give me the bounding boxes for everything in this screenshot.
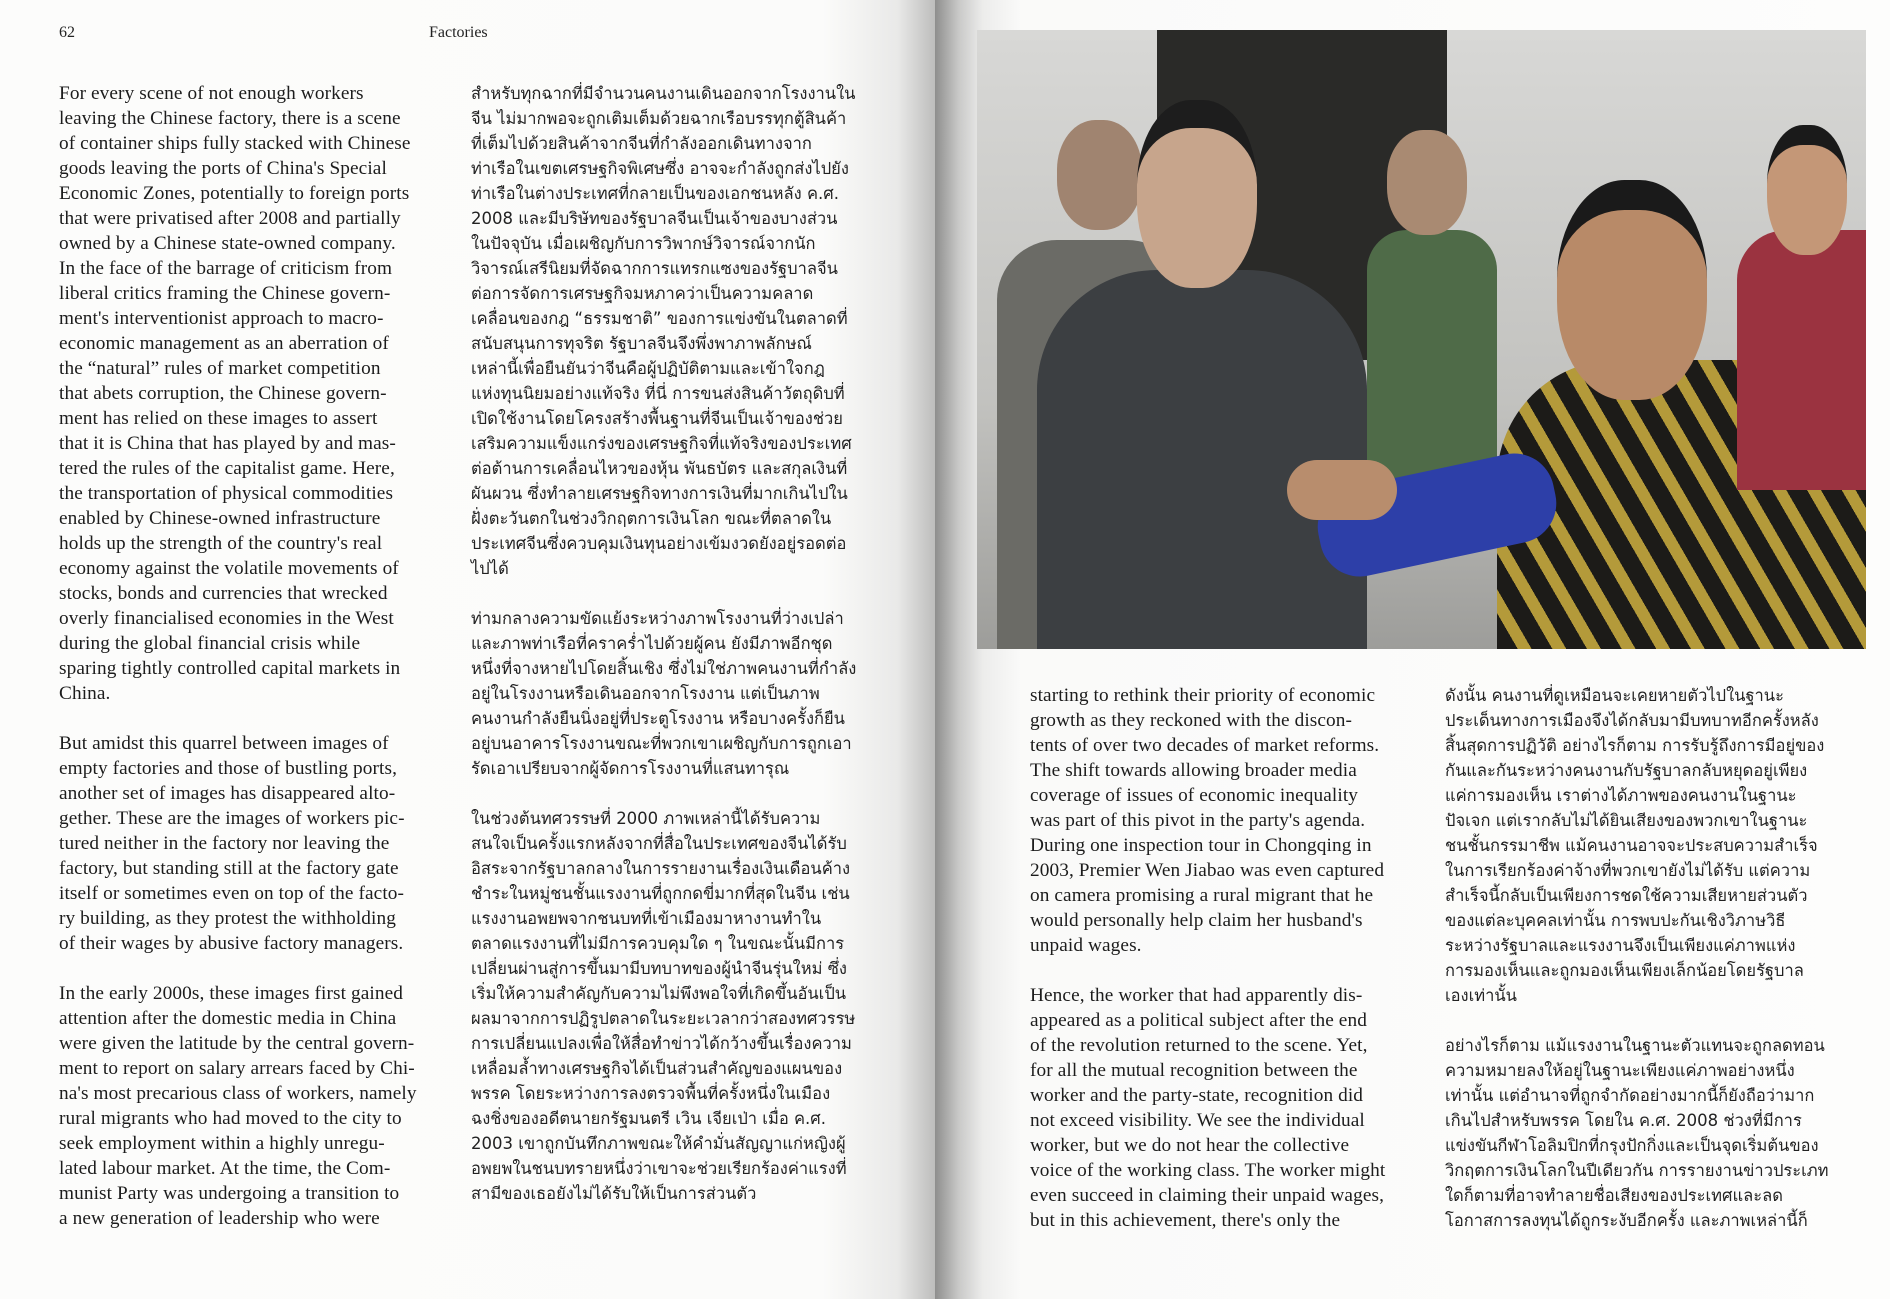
premier-head xyxy=(1137,100,1257,288)
text-line: appeared as a political subject after the end xyxy=(1030,1010,1367,1031)
text-line: ment's interventionist approach to macro- xyxy=(59,308,384,329)
text-line: ประเทศจีนซึ่งควบคุมเงินทุนอย่างเข้มงวดยังอยู่รอดต่อ xyxy=(471,534,847,553)
text-line: the “natural” rules of market competition xyxy=(59,358,381,379)
text-line: ในปัจจุบัน เมื่อเผชิญกับการวิพากษ์วิจารณ์จากนัก xyxy=(471,234,816,253)
thai-column-right xyxy=(1445,683,1829,1233)
paragraph xyxy=(59,981,417,1231)
text-line: China. xyxy=(59,683,111,704)
text-line: เริ่มให้ความสำคัญกับความไม่พึงพอใจที่เกิดขึ้นอันเป็น xyxy=(471,984,847,1003)
text-line: gether. These are the images of workers pic- xyxy=(59,808,405,829)
text-line: 2003, Premier Wen Jiabao was even captured xyxy=(1030,860,1385,881)
text-line: stocks, bonds and currencies that wrecked xyxy=(59,583,388,604)
text-line: วิจารณ์เสรีนิยมที่จัดฉากการแทรกแซงของรัฐบาลจีน xyxy=(471,259,838,278)
paragraph xyxy=(471,606,856,781)
text-line: na's most precarious class of workers, namely xyxy=(59,1083,417,1104)
paragraph xyxy=(1445,683,1829,1008)
text-line: สำเร็จนี้กลับเป็นเพียงการชดใช้ความเสียหายส่วนตัว xyxy=(1445,886,1808,905)
text-line: factory, but standing still at the factory gate xyxy=(59,858,399,879)
woman-red-body xyxy=(1737,230,1866,490)
text-line: worker, but we do not hear the collective xyxy=(1030,1135,1350,1156)
text-line: ผลมาจากการปฏิรูปตลาดในระยะเวลากว่าสองทศวรรษ xyxy=(471,1009,856,1028)
text-line: ท่าเรือในต่างประเทศที่กลายเป็นของเอกชนหลัง ค.ศ. xyxy=(471,184,839,203)
text-line: But amidst this quarrel between images of xyxy=(59,733,389,754)
text-line: ในการเรียกร้องค่าจ้างที่พวกเขายังไม่ได้รับ แต่ความ xyxy=(1445,861,1811,880)
text-line: ดังนั้น คนงานที่ดูเหมือนจะเคยหายตัวไปในฐานะ xyxy=(1445,686,1784,705)
text-line: The shift towards allowing broader media xyxy=(1030,760,1357,781)
text-line: leaving the Chinese factory, there is a scene xyxy=(59,108,401,129)
text-line: ผันผวน ซึ่งทำลายเศรษฐกิจทางการเงินที่มากเกินไปใน xyxy=(471,484,848,503)
text-line: In the face of the barrage of criticism from xyxy=(59,258,393,279)
text-line: ฝั่งตะวันตกในช่วงวิกฤตการเงินโลก ขณะที่ตลาดใน xyxy=(471,509,832,528)
text-line: ต่อการจัดการเศรษฐกิจมหภาคว่าเป็นความคลาด xyxy=(471,284,814,303)
woman-red-head xyxy=(1767,125,1847,255)
text-line: ที่เต็มไปด้วยสินค้าจากจีนที่กำลังออกเดินทางจาก xyxy=(471,134,812,153)
text-line: เปลี่ยนผ่านสู่การขึ้นมามีบทบาทของผู้นำจีนรุ่นใหม่ ซึ่ง xyxy=(471,959,847,978)
text-line: เสริมความแข็งแกร่งของเศรษฐกิจที่แท้จริงของประเทศ xyxy=(471,434,852,453)
text-line: แค่การมองเห็น เราต่างได้ภาพของคนงานในฐานะ xyxy=(1445,786,1797,805)
paragraph xyxy=(59,731,417,956)
text-line: ความหมายลงให้อยู่ในฐานะเพียงแค่ภาพอย่างหนึ่ง xyxy=(1445,1061,1795,1080)
text-line: voice of the working class. The worker might xyxy=(1030,1160,1386,1181)
text-line: วิกฤตการเงินโลกในปีเดียวกัน การรายงานข่าวประเภท xyxy=(1445,1161,1829,1180)
paragraph-gap xyxy=(59,956,417,981)
text-line: would personally help claim her husband's xyxy=(1030,910,1363,931)
text-line: that abets corruption, the Chinese govern- xyxy=(59,383,387,404)
text-line: overly financialised economies in the West xyxy=(59,608,394,629)
text-line: อพยพในชนบทรายหนึ่งว่าเขาจะช่วยเรียกร้องค่าแรงที่ xyxy=(471,1159,847,1178)
text-line: แข่งขันกีฬาโอลิมปิกที่กรุงปักกิ่งและเป็นจุดเริ่มต้นของ xyxy=(1445,1136,1819,1155)
text-line: lated labour market. At the time, the Com- xyxy=(59,1158,391,1179)
text-line: of container ships fully stacked with Chinese xyxy=(59,133,411,154)
text-line: และภาพท่าเรือที่คราคร่ำไปด้วยผู้คน ยังมีภาพอีกชุด xyxy=(471,634,833,653)
text-line: อิสระจากรัฐบาลกลางในการรายงานเรื่องเงินเดือนค้าง xyxy=(471,859,851,878)
text-line: เท่านั้น แต่อำนาจที่ถูกจำกัดอย่างมากนี้ก็ยังถือว่ามาก xyxy=(1445,1086,1815,1105)
text-line: growth as they reckoned with the discon- xyxy=(1030,710,1353,731)
text-line: on camera promising a rural migrant that he xyxy=(1030,885,1374,906)
text-line: In the early 2000s, these images first gained xyxy=(59,983,403,1004)
text-line: tents of over two decades of market reforms. xyxy=(1030,735,1380,756)
text-line: owned by a Chinese state-owned company. xyxy=(59,233,396,254)
text-line: พรรค โดยระหว่างการลงตรวจพื้นที่ครั้งหนึ่งในเมือง xyxy=(471,1084,831,1103)
text-line: แรงงานอพยพจากชนบทที่เข้าเมืองมาหางานทำใน xyxy=(471,909,822,928)
text-line: อยู่บนอาคารโรงงานขณะที่พวกเขาเผชิญกับการถูกเอา xyxy=(471,734,852,753)
text-line: attention after the domestic media in China xyxy=(59,1008,397,1029)
paragraph-gap xyxy=(471,781,856,806)
text-line: คนงานกำลังยืนนิ่งอยู่ที่ประตูโรงงาน หรือบางครั้งก็ยืน xyxy=(471,709,845,728)
text-line: ระหว่างรัฐบาลและแรงงานจึงเป็นเพียงแค่ภาพแห่ง xyxy=(1445,936,1796,955)
text-line: ไปได้ xyxy=(471,559,509,578)
text-line: tered the rules of the capitalist game. Here, xyxy=(59,458,395,479)
text-line: Economic Zones, potentially to foreign ports xyxy=(59,183,410,204)
text-line: เองเท่านั้น xyxy=(1445,986,1517,1005)
text-line: coverage of issues of economic inequality xyxy=(1030,785,1359,806)
text-line: were given the latitude by the central govern- xyxy=(59,1033,415,1054)
text-line: สามีของเธอยังไม่ได้รับให้เป็นการส่วนตัว xyxy=(471,1184,757,1203)
text-line: ปัจเจก แต่เรากลับไม่ได้ยินเสียงของพวกเขาในฐานะ xyxy=(1445,811,1808,830)
text-line: For every scene of not enough workers xyxy=(59,83,364,104)
text-line: the transportation of physical commodities xyxy=(59,483,394,504)
text-line: ท่าเรือในเขตเศรษฐกิจพิเศษซึ่ง อาจจะกำลังถูกส่งไปยัง xyxy=(471,159,849,178)
text-line: enabled by Chinese-owned infrastructure xyxy=(59,508,381,529)
text-line: เหล่านี้เพื่อยืนยันว่าจีนคือผู้ปฏิบัติตามและเข้าใจกฎ xyxy=(471,359,825,378)
text-line: starting to rethink their priority of economic xyxy=(1030,685,1376,706)
text-line: เกินไปสำหรับพรรค โดยใน ค.ศ. 2008 ช่วงที่มีการ xyxy=(1445,1111,1802,1130)
text-line: ในช่วงต้นทศวรรษที่ 2000 ภาพเหล่านี้ได้รับความ xyxy=(471,809,821,828)
text-line: 2008 และมีบริษัทของรัฐบาลจีนเป็นเจ้าของบางส่วน xyxy=(471,209,838,228)
text-line: for all the mutual recognition between the xyxy=(1030,1060,1358,1081)
news-photo xyxy=(977,30,1866,649)
paragraph xyxy=(471,81,856,581)
text-line: goods leaving the ports of China's Special xyxy=(59,158,387,179)
text-line: สนับสนุนการทุจริต รัฐบาลจีนจึงพึ่งพาภาพลักษณ์ xyxy=(471,334,812,353)
text-line: เหลื่อมล้ำทางเศรษฐกิจได้เป็นส่วนสำคัญของแผนของ xyxy=(471,1059,843,1078)
text-line: ชนชั้นกรรมาชีพ แม้คนงานอาจจะประสบความสำเร็จ xyxy=(1445,836,1818,855)
paragraph xyxy=(471,806,856,1206)
text-line: การมองเห็นและถูกมองเห็นเพียงเล็กน้อยโดยรัฐบาล xyxy=(1445,961,1804,980)
text-line: Hence, the worker that had apparently dis- xyxy=(1030,985,1363,1006)
text-line: การเปลี่ยนแปลงเพื่อให้สื่อทำข่าวได้กว้างขึ้นเรื่องความ xyxy=(471,1034,852,1053)
text-line: ท่ามกลางความขัดแย้งระหว่างภาพโรงงานที่ว่างเปล่า xyxy=(471,609,844,628)
paragraph xyxy=(1030,983,1385,1233)
text-line: holds up the strength of the country's real xyxy=(59,533,383,554)
text-line: seek employment within a highly unregu- xyxy=(59,1133,385,1154)
text-line: itself or sometimes even on top of the facto- xyxy=(59,883,405,904)
text-line: จีน ไม่มากพอจะถูกเติมเต็มด้วยฉากเรือบรรทุกตู้สินค้า xyxy=(471,109,847,128)
man-green-head xyxy=(1387,130,1467,235)
text-line: another set of images has disappeared alto- xyxy=(59,783,396,804)
text-line: a new generation of leadership who were xyxy=(59,1208,380,1229)
text-line: อย่างไรก็ตาม แม้แรงงานในฐานะตัวแทนจะถูกลดทอน xyxy=(1445,1036,1825,1055)
text-line: ฉงชิ่งของอดีตนายกรัฐมนตรี เวิน เจียเป่า เมื่อ ค.ศ. xyxy=(471,1109,826,1128)
paragraph-gap xyxy=(471,581,856,606)
text-line: munist Party was undergoing a transition to xyxy=(59,1183,400,1204)
text-line: not exceed visibility. We see the individual xyxy=(1030,1110,1365,1131)
paragraph xyxy=(1445,1033,1829,1233)
english-column-right xyxy=(1030,683,1385,1233)
paragraph-gap xyxy=(1445,1008,1829,1033)
paragraph-gap xyxy=(59,706,417,731)
page-number: 62 xyxy=(59,24,75,41)
english-column-left xyxy=(59,81,417,1231)
text-line: of their wages by abusive factory managers. xyxy=(59,933,404,954)
text-line: สนใจเป็นครั้งแรกหลังจากที่สื่อในประเทศของจีนได้รับ xyxy=(471,834,847,853)
text-line: tured neither in the factory nor leaving the xyxy=(59,833,390,854)
text-line: ชำระในหมู่ชนชั้นแรงงานที่ถูกกดขี่มากที่สุดในจีน เช่น xyxy=(471,884,850,903)
text-line: ry building, as they protest the withholding xyxy=(59,908,396,929)
text-line: that were privatised after 2008 and partially xyxy=(59,208,401,229)
text-line: During one inspection tour in Chongqing in xyxy=(1030,835,1372,856)
text-line: อยู่ในโรงงานหรือเดินออกจากโรงงาน แต่เป็นภาพ xyxy=(471,684,820,703)
text-line: of the revolution returned to the scene. Yet, xyxy=(1030,1035,1368,1056)
paragraph xyxy=(59,81,417,706)
text-line: หนึ่งที่จางหายไปโดยสิ้นเชิง ซึ่งไม่ใช่ภาพคนงานที่กำลัง xyxy=(471,659,857,678)
text-line: worker and the party-state, recognition did xyxy=(1030,1085,1364,1106)
text-line: ตลาดแรงงานที่ไม่มีการควบคุมใด ๆ ในขณะนั้นมีการ xyxy=(471,934,845,953)
text-line: ment has relied on these images to assert xyxy=(59,408,378,429)
text-line: รัดเอาเปรียบจากผู้จัดการโรงงานที่แสนทารุณ xyxy=(471,759,790,778)
text-line: empty factories and those of bustling ports, xyxy=(59,758,398,779)
text-line: rural migrants who had moved to the city to xyxy=(59,1108,402,1129)
text-line: but in this achievement, there's only the xyxy=(1030,1210,1341,1231)
person-left-head xyxy=(1057,120,1142,230)
text-line: ประเด็นทางการเมืองจึงได้กลับมามีบทบาทอีกครั้งหลัง xyxy=(1445,711,1819,730)
text-line: liberal critics framing the Chinese govern- xyxy=(59,283,391,304)
text-line: 2003 เขาถูกบันทึกภาพขณะให้คำมั่นสัญญาแก่หญิงผู้ xyxy=(471,1134,846,1153)
text-line: เปิดใช้งานโดยโครงสร้างพื้นฐานที่จีนเป็นเจ้าของช่วย xyxy=(471,409,843,428)
running-title: Factories xyxy=(429,24,488,41)
woman-striped-head xyxy=(1557,180,1707,400)
text-line: unpaid wages. xyxy=(1030,935,1142,956)
text-line: เคลื่อนของกฎ “ธรรมชาติ” ของการแข่งขันในตลาดที่ xyxy=(471,309,848,328)
text-line: ใดก็ตามที่อาจทำลายชื่อเสียงของประเทศและลด xyxy=(1445,1186,1783,1205)
handshake xyxy=(1287,460,1397,520)
text-line: during the global financial crisis while xyxy=(59,633,361,654)
text-line: แห่งทุนนิยมอย่างแท้จริง ที่นี่ การขนส่งสินค้าวัตถุดิบที่ xyxy=(471,384,845,403)
text-line: economy against the volatile movements of xyxy=(59,558,399,579)
paragraph-gap xyxy=(1030,958,1385,983)
text-line: ต่อต้านการเคลื่อนไหวของหุ้น พันธบัตร และสกุลเงินที่ xyxy=(471,459,848,478)
text-line: สำหรับทุกฉากที่มีจำนวนคนงานเดินออกจากโรงงานใน xyxy=(471,84,856,103)
text-line: even succeed in claiming their unpaid wages, xyxy=(1030,1185,1385,1206)
text-line: economic management as an aberration of xyxy=(59,333,389,354)
text-line: ของแต่ละบุคคลเท่านั้น การพบปะกันเชิงวิภาษวิธี xyxy=(1445,911,1786,930)
text-line: ment to report on salary arrears faced by Chi- xyxy=(59,1058,415,1079)
text-line: was part of this pivot in the party's agenda. xyxy=(1030,810,1366,831)
paragraph xyxy=(1030,683,1385,958)
text-line: that it is China that has played by and mas- xyxy=(59,433,396,454)
text-line: โอกาสการลงทุนได้ถูกระงับอีกครั้ง และภาพเหล่านี้ก็ xyxy=(1445,1211,1808,1230)
text-line: กันและกันระหว่างคนงานกับรัฐบาลกลับหยุดอยู่เพียง xyxy=(1445,761,1808,780)
thai-column-left xyxy=(471,81,856,1206)
text-line: สิ้นสุดการปฏิวัติ อย่างไรก็ตาม การรับรู้ถึงการมีอยู่ของ xyxy=(1445,736,1825,755)
text-line: sparing tightly controlled capital markets in xyxy=(59,658,401,679)
